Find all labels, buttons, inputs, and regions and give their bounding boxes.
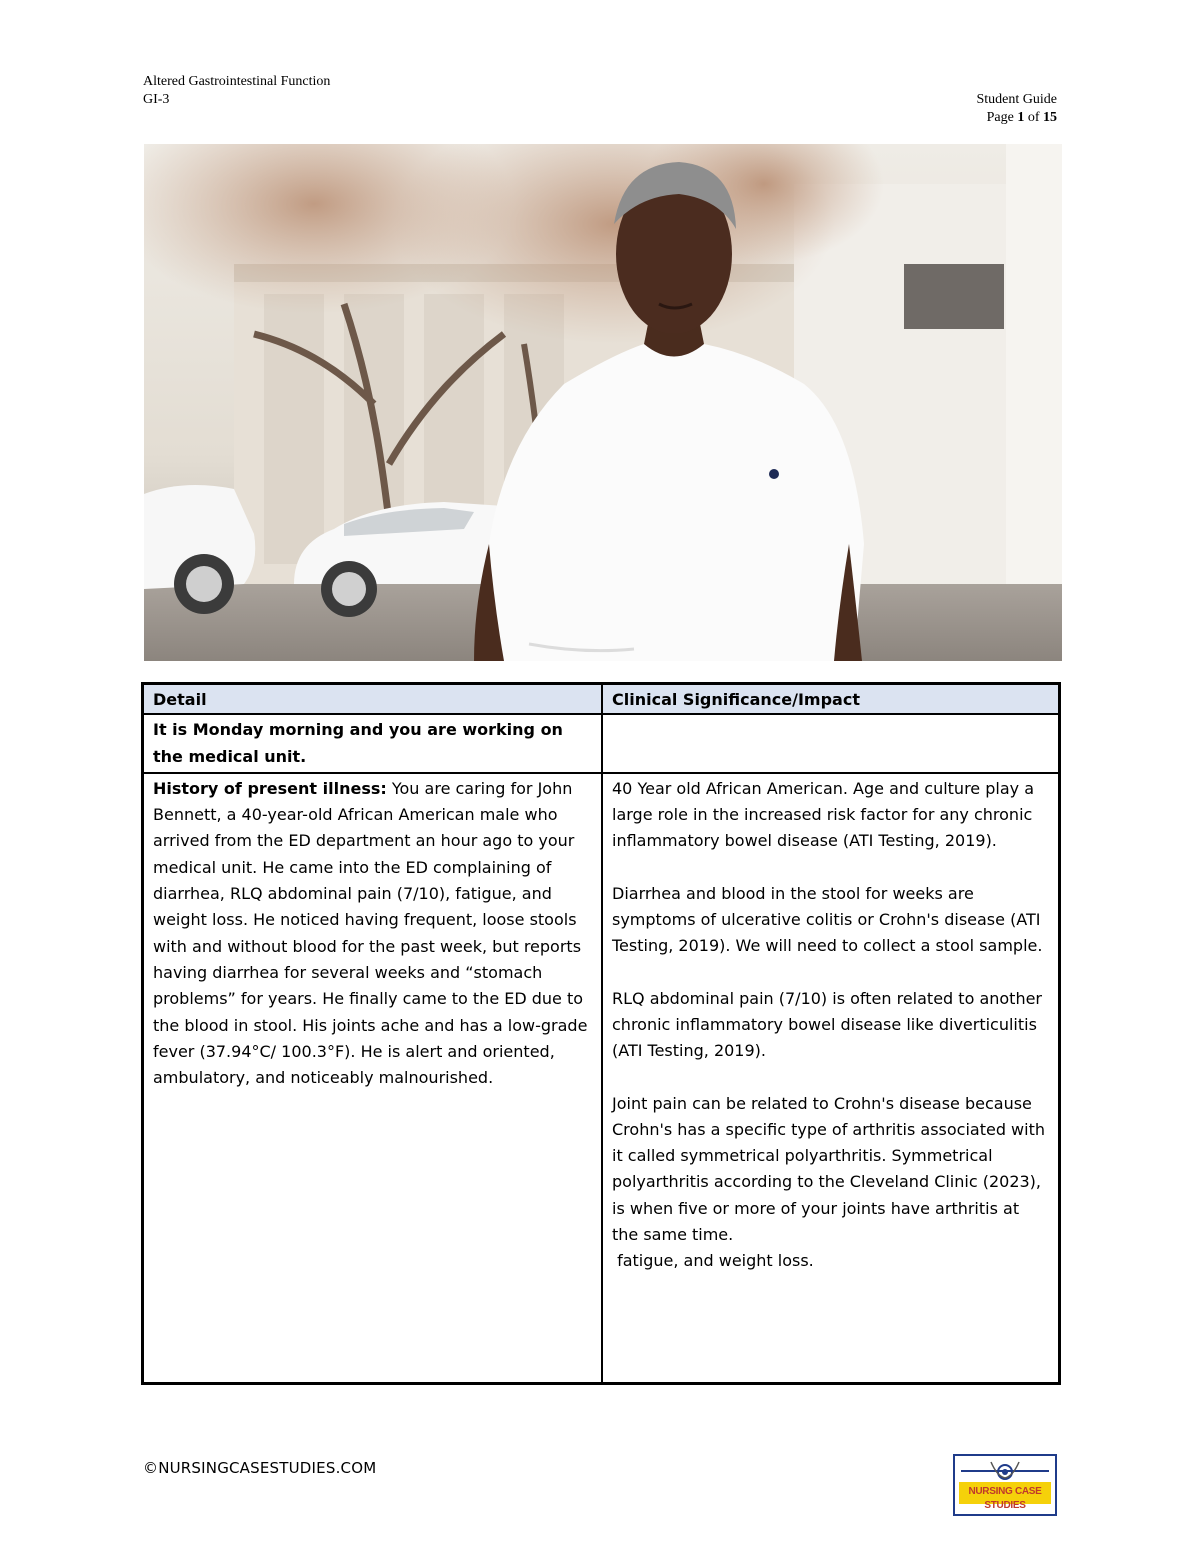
intro-detail: It is Monday morning and you are working on the medical unit. <box>144 715 603 772</box>
significance-paragraph: fatigue, and weight loss. <box>612 1251 814 1271</box>
guide-label: Student Guide <box>976 92 1057 107</box>
page-indicator: Page 1 of 15 <box>986 110 1057 125</box>
significance-paragraph: 40 Year old African American. Age and culture play a large role in the increased risk factor for any chronic inflammatory bowel disease (ATI Testing, 2019). <box>612 778 1034 851</box>
significance-paragraph: Joint pain can be related to Crohn's disease because Crohn's has a specific type of arthritis associated with it called symmetrical polyarthritis. Symmetrical polyarthritis according to the Cleveland Clinic (2023), is when five or more of your joints have arthritis at the same time. <box>612 1093 1045 1245</box>
table-row <box>144 774 1058 1382</box>
hpi-significance <box>603 774 1058 1382</box>
hpi-label: History of present illness: <box>153 778 387 798</box>
course-title: Altered Gastrointestinal Function <box>143 74 331 89</box>
table-row <box>144 715 1058 774</box>
nursing-case-studies-logo <box>953 1454 1057 1516</box>
patient-photo <box>144 144 1062 661</box>
logo-text: NURSING CASE STUDIES <box>968 1486 1042 1511</box>
significance-paragraph: RLQ abdominal pain (7/10) is often related to another chronic inflammatory bowel disease like diverticulitis (ATI Testing, 2019). <box>612 988 1043 1061</box>
patient-photo-image <box>144 144 1062 661</box>
document-header-left <box>143 73 330 109</box>
significance-paragraph: Diarrhea and blood in the stool for weeks are symptoms of ulcerative colitis or Crohn's disease (ATI Testing, 2019). We will need to collect a stool sample. <box>612 883 1043 956</box>
intro-significance-empty <box>603 715 1058 772</box>
header-detail: Detail <box>144 685 603 713</box>
case-study-table <box>141 682 1061 1385</box>
header-clinical-significance: Clinical Significance/Impact <box>612 690 860 709</box>
hpi-text: You are caring for John Bennett, a 40-year-old African American male who arrived from the ED department an hour ago to your medical unit. He came into the ED complaining of diarrhea, RLQ abdominal pain (7/10), fatigue, and weight loss. He noticed having frequent, loose stools with and without blood for the past week, but reports having diarrhea for several weeks and “stomach problems” for years. He finally came to the ED due to the blood in stool. His joints ache and has a low-grade fever (37.94°C/ 100.3°F). He is alert and oriented, ambulatory, and noticeably malnourished. <box>153 778 588 1088</box>
copyright-footer: ©NURSINGCASESTUDIES.COM <box>143 1459 377 1477</box>
document-header-right <box>977 91 1058 127</box>
course-code: GI-3 <box>143 92 170 107</box>
hpi-detail <box>144 774 603 1382</box>
table-header-row <box>144 685 1058 715</box>
